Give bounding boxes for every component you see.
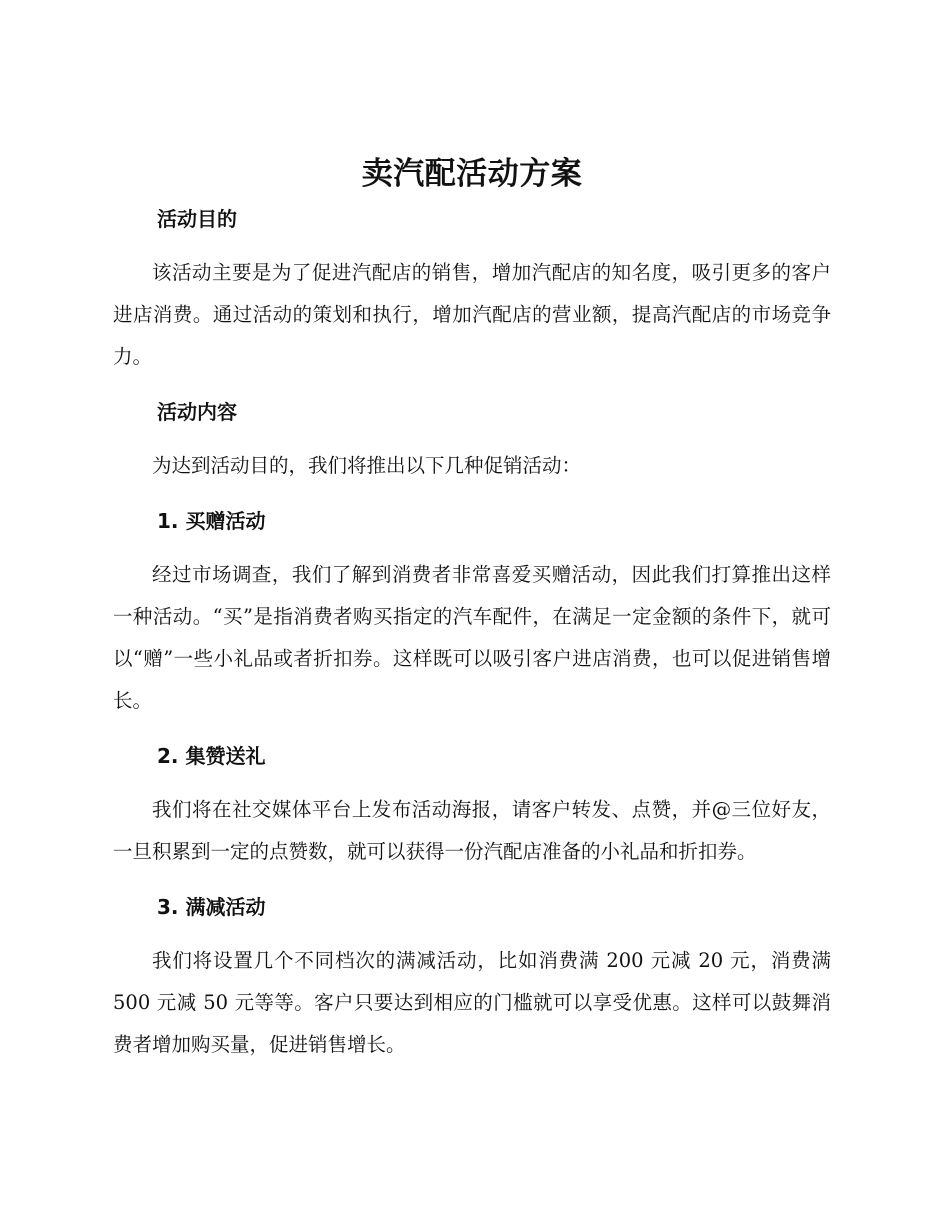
spacer — [113, 777, 831, 789]
section-heading-content: 活动内容 — [157, 400, 237, 424]
paragraph-collect-likes: 我们将在社交媒体平台上发布活动海报，请客户转发、点赞，并@三位好友，一旦积累到一定的点赞数，就可以获得一份汽配店准备的小礼品和折扣券。 — [113, 798, 831, 863]
spacer — [113, 487, 831, 500]
spacer — [113, 542, 831, 554]
spacer — [113, 378, 831, 391]
item-heading-collect-likes: 2. 集赞送礼 — [157, 744, 266, 768]
item-heading-full-discount: 3. 满减活动 — [157, 895, 266, 919]
document-body — [113, 150, 831, 1066]
spacer — [113, 433, 831, 445]
paragraph-purpose: 该活动主要是为了促进汽配店的销售，增加汽配店的知名度，吸引更多的客户进店消费。通过活动的策划和执行，增加汽配店的营业额，提高汽配店的市场竞争力。 — [113, 261, 831, 368]
spacer — [113, 240, 831, 252]
paragraph-content-intro: 为达到活动目的，我们将推出以下几种促销活动： — [152, 454, 582, 477]
spacer — [113, 722, 831, 735]
spacer — [113, 873, 831, 886]
spacer — [113, 928, 831, 940]
section-heading-purpose: 活动目的 — [157, 207, 237, 231]
paragraph-buy-gift: 经过市场调查，我们了解到消费者非常喜爱买赠活动，因此我们打算推出这样一种活动。“买”是指消费者购买指定的汽车配件，在满足一定金额的条件下，就可以“赠”一些小礼品或者折扣券。这样既可以吸引客户进店消费，也可以促进销售增长。 — [113, 563, 831, 712]
document-title: 卖汽配活动方案 — [361, 156, 583, 192]
paragraph-full-discount: 我们将设置几个不同档次的满减活动，比如消费满 200 元减 20 元，消费满 500 元减 50 元等等。客户只要达到相应的门槛就可以享受优惠。这样可以鼓舞消费者增加购买量，促进销售增长。 — [113, 949, 831, 1056]
item-heading-buy-gift: 1. 买赠活动 — [157, 509, 266, 533]
